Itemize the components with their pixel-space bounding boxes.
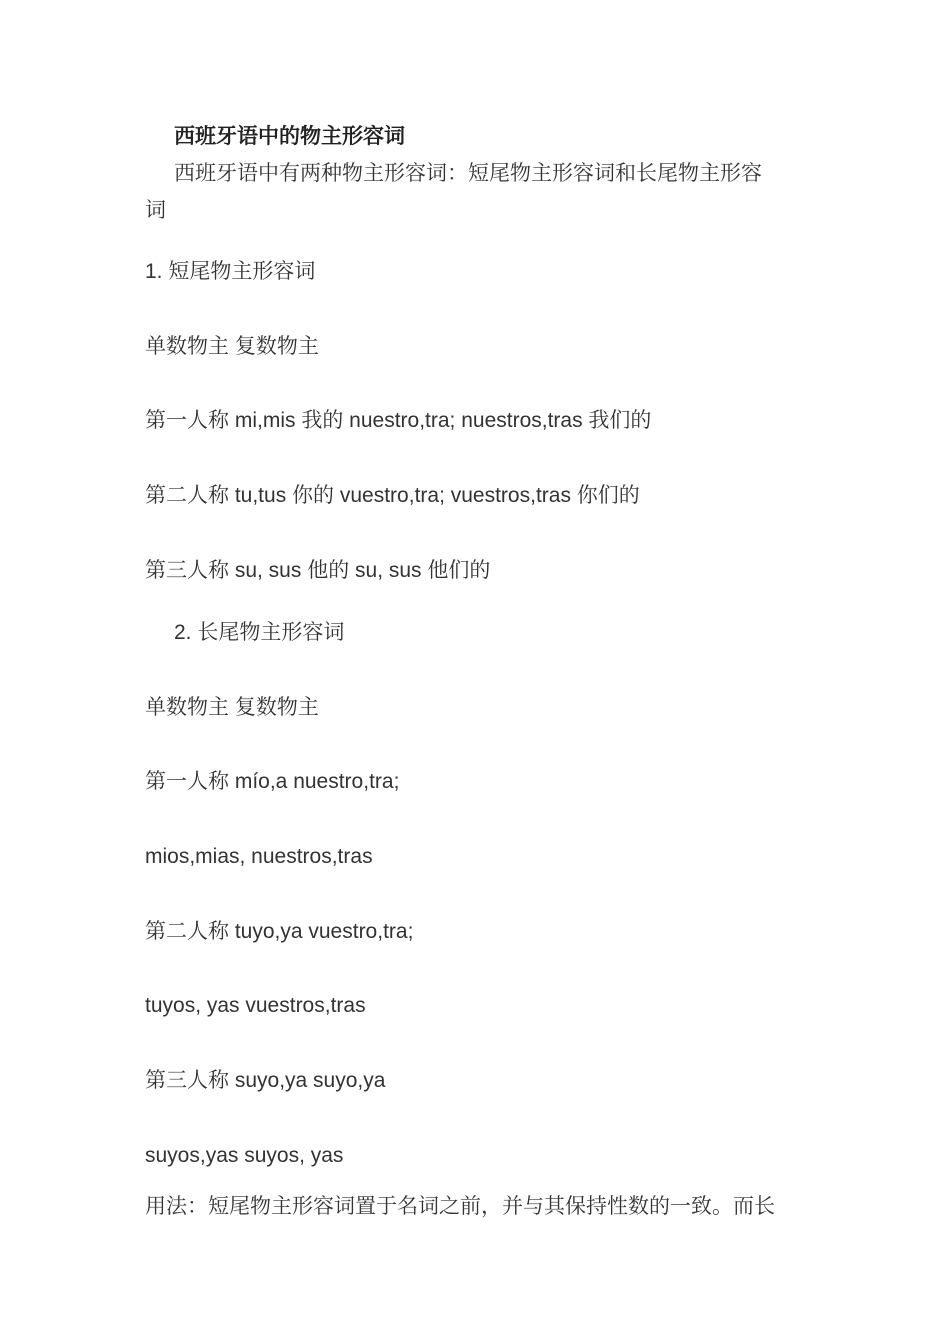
section-1-row-second-person: 第二人称 tu,tus 你的 vuestro,tra; vuestros,tras 你们的 xyxy=(145,484,640,507)
section-2-row-first-person-plural: mios,mias, nuestros,tras xyxy=(145,845,373,868)
section-1-heading: 1. 短尾物主形容词 xyxy=(145,260,316,283)
usage-paragraph-line: 用法：短尾物主形容词置于名词之前，并与其保持性数的一致。而长 xyxy=(145,1194,775,1218)
section-2-row-third-person-plural: suyos,yas suyos, yas xyxy=(145,1144,344,1167)
intro-paragraph-line-1: 西班牙语中有两种物主形容词：短尾物主形容词和长尾物主形容 xyxy=(174,161,762,185)
section-2-column-headers: 单数物主 复数物主 xyxy=(145,696,319,719)
intro-paragraph-line-2: 词 xyxy=(145,198,166,222)
section-2-row-third-person-singular: 第三人称 suyo,ya suyo,ya xyxy=(145,1069,386,1092)
section-1-column-headers: 单数物主 复数物主 xyxy=(145,335,319,358)
section-1-row-third-person: 第三人称 su, sus 他的 su, sus 他们的 xyxy=(145,559,491,582)
section-2-row-first-person-singular: 第一人称 mío,a nuestro,tra; xyxy=(145,770,400,793)
section-2-heading: 2. 长尾物主形容词 xyxy=(174,621,345,644)
document-title: 西班牙语中的物主形容词 xyxy=(174,123,405,148)
section-1-row-first-person: 第一人称 mi,mis 我的 nuestro,tra; nuestros,tras 我们的 xyxy=(145,409,652,432)
section-2-row-second-person-plural: tuyos, yas vuestros,tras xyxy=(145,994,366,1017)
section-2-row-second-person-singular: 第二人称 tuyo,ya vuestro,tra; xyxy=(145,920,414,943)
